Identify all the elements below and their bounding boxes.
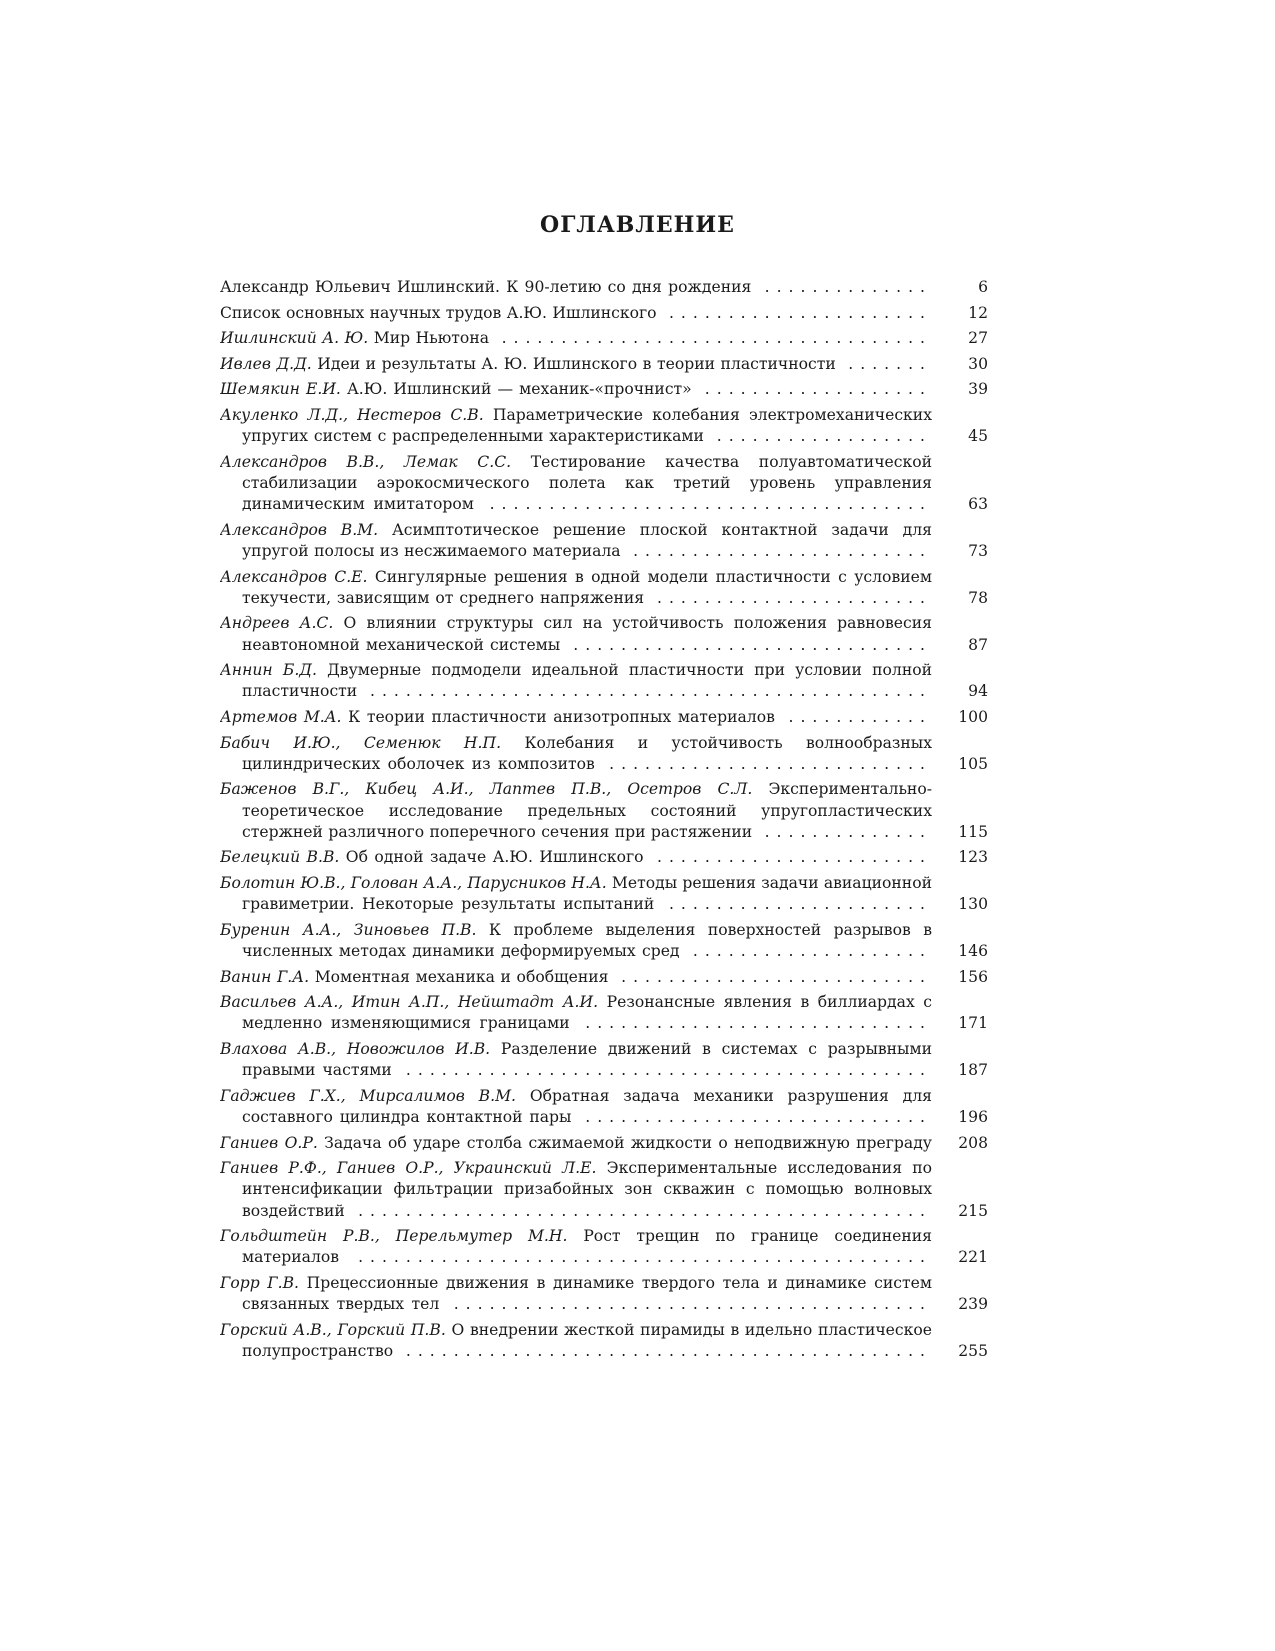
toc-entry-title: Параметрические колебания электромеханических упругих систем с распределенными характеристиками [242,405,932,446]
toc-entry-author: Васильев А.А., Итин А.П., Нейштадт А.И. [220,993,599,1012]
toc-entry[interactable] [220,660,988,702]
dot-leader: ..................................... [473,495,932,514]
toc-entry-text [220,920,932,962]
toc-entry-text [220,992,932,1034]
toc-entry[interactable] [220,733,988,775]
dot-leader: ................................................ [344,1201,932,1220]
toc-entry[interactable] [220,520,988,562]
toc-entry-page: 12 [968,303,988,322]
toc-entry-author: Андреев А.С. [220,614,334,633]
toc-entry-page: 63 [968,495,988,514]
toc-entry-text [220,1273,932,1315]
toc-entry-text [220,733,932,775]
toc-entry-text [220,303,932,324]
toc-entry[interactable] [220,303,988,324]
toc-entry-author: Болотин Ю.В., Голован А.А., Парусников Н.А. [220,873,607,892]
toc-entry-title: Экспериментальные исследования по интенсификации фильтрации призабойных зон скважин с помощью волновых воздействий [242,1159,932,1220]
toc-entry[interactable] [220,873,988,915]
toc-entry-author: Александров С.Е. [220,567,368,586]
toc-entry[interactable] [220,967,988,988]
toc-entry-title: Резонансные явления в биллиардах с медленно изменяющимися границами [242,993,932,1033]
toc-entry-text [220,567,932,609]
toc-entry-page: 27 [968,329,988,348]
toc-entry-page: 123 [958,848,988,867]
toc-entry-page: 196 [958,1107,988,1126]
toc-entry-text [220,613,932,655]
toc-entry[interactable] [220,405,988,447]
dot-leader: .................. [703,427,932,446]
toc-entry-text [220,1158,932,1222]
toc-entry-page: 171 [958,1014,988,1033]
toc-entry-title: Тестирование качества полуавтоматической стабилизации аэрокосмического полета как третий уровень управления динамическим имитатором [242,452,932,514]
toc-entry[interactable] [220,354,988,375]
dot-leader: ........................... [594,754,932,773]
toc-entry[interactable] [220,1226,988,1268]
toc-entry-author: Горский А.В., Горский П.В. [220,1320,446,1339]
toc-entry-text [220,707,932,728]
toc-entry-author: Ивлев Д.Д. [220,354,312,373]
dot-leader: ............................................ [393,1341,932,1360]
toc-entry-author: Белецкий В.В. [220,848,340,867]
dot-leader: .............................. [560,635,932,654]
toc-entry-page: 6 [978,278,988,296]
toc-entry-page: 45 [968,427,988,446]
toc-entry-title: А.Ю. Ишлинский — механик-«прочнист» [346,380,692,399]
dot-leader: ............................................ [391,1061,932,1080]
toc-entry-page: 30 [968,354,988,373]
toc-entry[interactable] [220,847,988,868]
toc-entry-author: Гольдштейн Р.В., Перельмутер М.Н. [220,1227,568,1246]
toc-entry[interactable] [220,1133,988,1154]
toc-entry-page: 255 [958,1341,988,1360]
toc-entry[interactable] [220,1273,988,1315]
dot-leader: ......................... [620,541,932,560]
toc-entry[interactable] [220,992,988,1034]
toc-entry[interactable] [220,920,988,962]
toc-entry-page: 187 [958,1061,988,1080]
toc-entry-title: Колебания и устойчивость волнообразных цилиндрических оболочек из композитов [242,733,932,773]
toc-entry[interactable] [220,1320,988,1362]
toc-entry-author: Александров В.М. [220,520,379,539]
dot-leader: ................... [691,380,932,399]
toc-entry[interactable] [220,567,988,609]
toc-entry-title: Сингулярные решения в одной модели пластичности с условием текучести, зависящим от среднего напряжения [242,567,932,607]
toc-entry-title: Рост трещин по границе соединения материалов [242,1227,932,1267]
toc-entry-page: 146 [958,941,988,960]
dot-leader: .................... [679,941,932,960]
toc-entry-text [220,405,932,447]
toc-entry-page: 115 [958,822,988,841]
toc-entry-title: Двумерные подмодели идеальной пластичности при условии полной пластичности [242,661,932,701]
toc-entry-author: Ишлинский А. Ю. [220,329,369,348]
toc-entry-page: 156 [958,967,988,986]
dot-leader: ...................... [654,895,932,914]
toc-entry-title: О влиянии структуры сил на устойчивость положения равновесия неавтономной механической системы [242,614,932,654]
toc-entry-author: Горр Г.В. [220,1273,300,1292]
toc-entry-author: Бабич И.Ю., Семенюк Н.П. [220,733,502,752]
toc-entry-title: Прецессионные движения в динамике твердого тела и динамике систем связанных твердых тел [242,1273,932,1314]
toc-entry-text [220,354,932,375]
dot-leader: .............. [751,278,932,296]
toc-entry-author: Акуленко Л.Д., Нестеров С.В. [220,405,484,424]
toc-entry-page: 100 [958,707,988,726]
toc-entry-title: К проблеме выделения поверхностей разрывов в численных методах динамики деформируемых сред [242,920,932,960]
toc-entry-text [220,379,932,400]
toc-entry-author: Артемов М.А. [220,707,342,726]
toc-entry[interactable] [220,707,988,728]
toc-entry-page: 130 [958,895,988,914]
toc-entry-page: 208 [958,1133,988,1152]
dot-leader: .............. [752,822,932,841]
toc-entry-title: Моментная механика и обобщения [314,967,609,986]
dot-leader: ...................... [656,303,932,322]
toc-entry-text [220,1133,932,1154]
toc-entry-text [220,660,932,702]
toc-entry-author: Ганиев Р.Ф., Ганиев О.Р., Украинский Л.Е. [220,1159,597,1178]
toc-entry-page: 239 [958,1295,988,1314]
toc-entry-title: Идеи и результаты А. Ю. Ишлинского в теории пластичности [317,354,836,373]
toc-entry-text [220,1039,932,1081]
toc-entry[interactable] [220,379,988,400]
toc-entry-page: 78 [968,588,988,607]
toc-entry[interactable] [220,779,988,843]
toc-entry-author: Ванин Г.А. [220,967,310,986]
toc-entry-author: Шемякин Е.И. [220,380,341,399]
dot-leader: ............................. [571,1107,932,1126]
toc-entry-title: Экспериментально-теоретическое исследование предельных состояний упругопластических стержней различного поперечного сечения при растяжении [242,780,932,841]
toc-entry-text [220,1320,932,1362]
toc-entry-page: 215 [958,1201,988,1220]
toc-entry-page: 87 [968,635,988,654]
dot-leader: .......................... [608,967,932,986]
toc-entry-page: 94 [968,682,988,701]
toc-entry-text [220,1086,932,1128]
toc-entry[interactable] [220,1039,988,1081]
toc-entry-author: Аннин Б.Д. [220,661,317,680]
toc-entry-text [220,967,932,988]
page-title: ОГЛАВЛЕНИЕ [540,212,735,238]
toc-entry-title: Александр Юльевич Ишлинский. К 90-летию со дня рождения [220,278,752,296]
toc-entry-text [220,452,932,516]
dot-leader: ....................... [643,848,932,867]
dot-leader: ............ [774,707,932,726]
toc-entry-text [220,520,932,562]
toc-entry-title: Мир Ньютона [373,329,490,348]
dot-leader: ........................................ [439,1295,932,1314]
toc-entry-title: Список основных научных трудов А.Ю. Ишлинского [220,303,657,322]
toc-entry-author: Ганиев О.Р. [220,1133,318,1152]
dot-leader: ....................... [644,588,932,607]
toc-entry-page: 39 [968,380,988,399]
toc-entry-title: Асимптотическое решение плоской контактной задачи для упругой полосы из несжимаемого материала [242,520,932,560]
toc-entry[interactable] [220,1158,988,1222]
toc-entry[interactable] [220,452,988,516]
toc-entry-author: Буренин А.А., Зиновьев П.В. [220,920,477,939]
table-of-contents [220,277,988,1367]
toc-entry-text [220,779,932,843]
toc-entry-text [220,847,932,868]
toc-entry-text [220,328,932,349]
toc-entry-title: Задача об ударе столба сжимаемой жидкости о неподвижную преграду [324,1133,932,1152]
dot-leader: ............................. [569,1014,932,1033]
toc-entry-page: 221 [958,1248,988,1267]
dot-leader: ................................................ [339,1248,932,1267]
toc-entry[interactable] [220,277,988,298]
toc-entry[interactable] [220,613,988,655]
toc-entry-text [220,277,932,298]
dot-leader: ....... [835,354,932,373]
toc-entry-text [220,873,932,915]
toc-entry-text [220,1226,932,1268]
toc-entry-title: Об одной задаче А.Ю. Ишлинского [345,848,644,867]
toc-entry-title: К теории пластичности анизотропных материалов [348,707,775,726]
toc-entry-author: Баженов В.Г., Кибец А.И., Лаптев П.В., Осетров С.Л. [220,780,753,799]
toc-entry-title: Методы решения задачи авиационной гравиметрии. Некоторые результаты испытаний [242,873,932,914]
toc-entry-page: 105 [958,754,988,773]
toc-entry[interactable] [220,1086,988,1128]
toc-entry-title: О внедрении жесткой пирамиды в идельно пластическое полупространство [242,1320,932,1360]
toc-entry-title: Обратная задача механики разрушения для составного цилиндра контактной пары [242,1086,932,1126]
dot-leader: ............................................... [357,682,932,701]
toc-entry-title: Разделение движений в системах с разрывными правыми частями [242,1039,932,1080]
toc-entry-author: Гаджиев Г.Х., Мирсалимов В.М. [220,1086,517,1105]
dot-leader: .................................... [489,329,932,348]
toc-entry[interactable] [220,328,988,349]
toc-entry-author: Влахова А.В., Новожилов И.В. [220,1039,491,1058]
toc-entry-page: 73 [968,541,988,560]
toc-entry-author: Александров В.В., Лемак С.С. [220,452,512,471]
